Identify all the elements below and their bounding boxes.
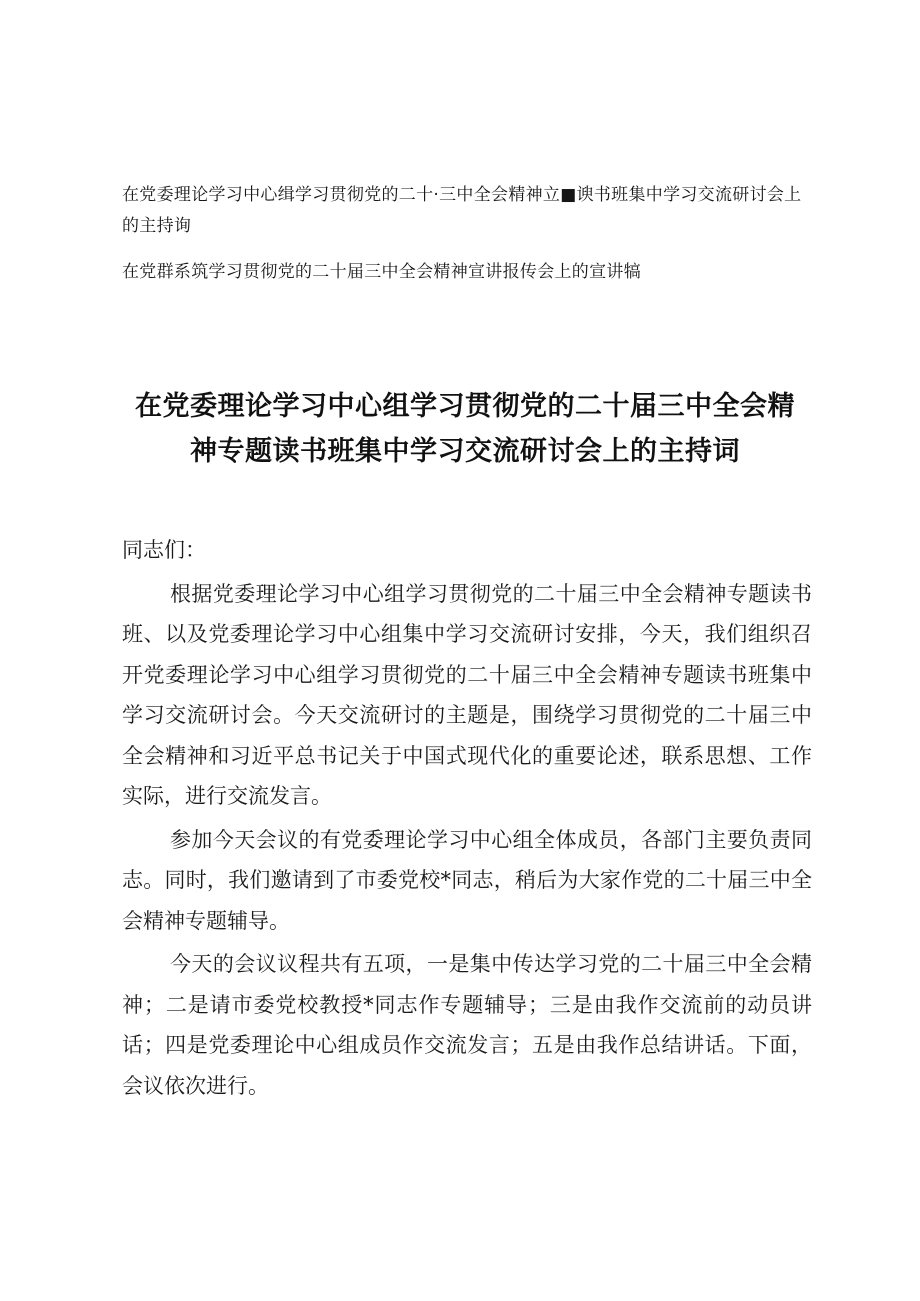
title-line-2: 神专题读书班集中学习交流研讨会上的主持词 — [190, 436, 740, 467]
paragraph-1: 根据党委理论学习中心组学习贯彻党的二十届三中全会精神专题读书班、以及党委理论学习中心组集中学习交流研讨安排，今天，我们组织召开党委理论学习中心组学习贯彻党的二十届三中全会精神专题读书班集中学习交流研讨会。今天交流研讨的主题是，围绕学习贯彻党的二十届三中全会精神和习近平总书记关于中国式现代化的重要论述，联系思想、工作实际，进行交流发言。 — [122, 581, 812, 808]
paragraph-3: 今天的会议议程共有五项，一是集中传达学习党的二十届三中全会精神；二是请市委党校教授*同志作专题辅导；三是由我作交流前的动员讲话；四是党委理论中心组成员作交流发言；五是由我作总结讲话。下面，会议依次进行。 — [122, 952, 812, 1098]
document-title — [120, 384, 810, 474]
paragraph-2: 参加今天会议的有党委理论学习中心组全体成员，各部门主要负责同志。同时，我们邀请到了市委党校*同志，稍后为大家作党的二十届三中全会精神专题辅导。 — [122, 827, 812, 933]
title-line-1: 在党委理论学习中心组学习贯彻党的二十届三中全会精 — [135, 391, 795, 422]
salutation: 同志们： — [122, 538, 206, 562]
table-of-contents — [122, 180, 812, 288]
toc-item-1[interactable]: 在党委理论学习中心缉学习贯彻党的二十·三中全会精神立■谀书班集中学习交流研讨会上的主持询 — [122, 185, 802, 236]
toc-item-2[interactable]: 在党群系筑学习贯彻党的二十届三中全会精神宣讲报传会上的宣讲犒 — [122, 262, 641, 282]
document-body — [122, 530, 812, 1109]
